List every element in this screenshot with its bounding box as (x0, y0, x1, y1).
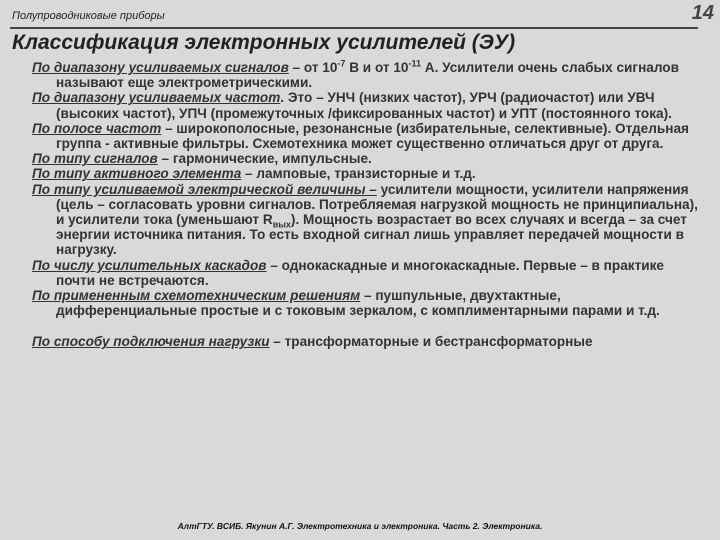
item-signal-type (32, 151, 704, 166)
item-text: ). Мощность возрастает во всех случаях и всегда – за счет энергии источника питания. То есть входной сигнал лишь управляет передачей мощности в нагрузку. (56, 212, 687, 258)
item-text: – ламповые, транзисторные и т.д. (241, 166, 476, 182)
item-label: По примененным схемотехническим решениям (32, 288, 361, 304)
item-label: По диапазону усиливаемых частот (32, 90, 281, 106)
item-load-connection (32, 328, 704, 355)
exponent: -7 (337, 58, 346, 69)
item-text: – широкополосные, резонансные (избирательные, селективные). Отдельная группа - активные фильтры. Схемотехника может существенно отличаться друг от друга. (56, 120, 689, 152)
item-text: усилители мощности, усилители напряжения (цель – согласовать уровни сигналов. Потребляемая нагрузкой мощность не принципиальна), и усилители тока (уменьшают R (56, 181, 698, 228)
item-text: – однокаскадные и многокаскадные. Первые – в практике почти не встречаются. (56, 257, 664, 288)
item-text: В и от 10 (345, 60, 409, 75)
item-label: По числу усилительных каскадов (32, 257, 267, 273)
item-frequency-range (32, 90, 704, 120)
subscript: вых (272, 219, 291, 230)
item-electrical-quantity (32, 182, 704, 258)
item-text: А. Усилители очень слабых сигналов называют еще электрометрическими. (56, 60, 679, 91)
item-label: По типу сигналов (32, 151, 158, 167)
item-text: – от 10 (288, 60, 338, 75)
page-number: 14 (691, 2, 714, 24)
slide-title: Классификация электронных усилителей (ЭУ) (12, 31, 516, 54)
item-label: По типу активного элемента (32, 166, 242, 182)
exponent: -11 (408, 58, 421, 69)
item-bandwidth (32, 121, 704, 151)
item-active-element (32, 166, 704, 181)
header-divider (10, 27, 698, 29)
item-stage-count (32, 258, 704, 288)
item-text: – гармонические, импульсные. (157, 151, 372, 167)
header-subject: Полупроводниковые приборы (12, 10, 165, 22)
item-label: По диапазону усиливаемых сигналов (32, 60, 289, 75)
item-label: По способу подключения нагрузки (32, 334, 270, 350)
item-circuit-solutions (32, 288, 704, 318)
item-label: По полосе частот (32, 120, 162, 136)
classification-list (32, 60, 704, 355)
item-text: – пушпульные, двухтактные, дифференциальные простые и с токовым зеркалом, с комплиментарными парами и т.д. (56, 288, 660, 319)
item-text: . Это – УНЧ (низких частот), УРЧ (радиочастот) или УВЧ (высоких частот), УПЧ (промежуточных /фиксированных частот) и УПТ (постоянного тока). (56, 90, 672, 121)
item-signal-range (32, 60, 704, 90)
footer-credit: АлтГТУ. ВСИБ. Якунин А.Г. Электротехника и электроника. Часть 2. Электроника. (177, 521, 543, 531)
item-label: По типу усиливаемой электрической величины – (32, 181, 377, 197)
item-text: – трансформаторные и бестрансформаторные (269, 334, 593, 350)
